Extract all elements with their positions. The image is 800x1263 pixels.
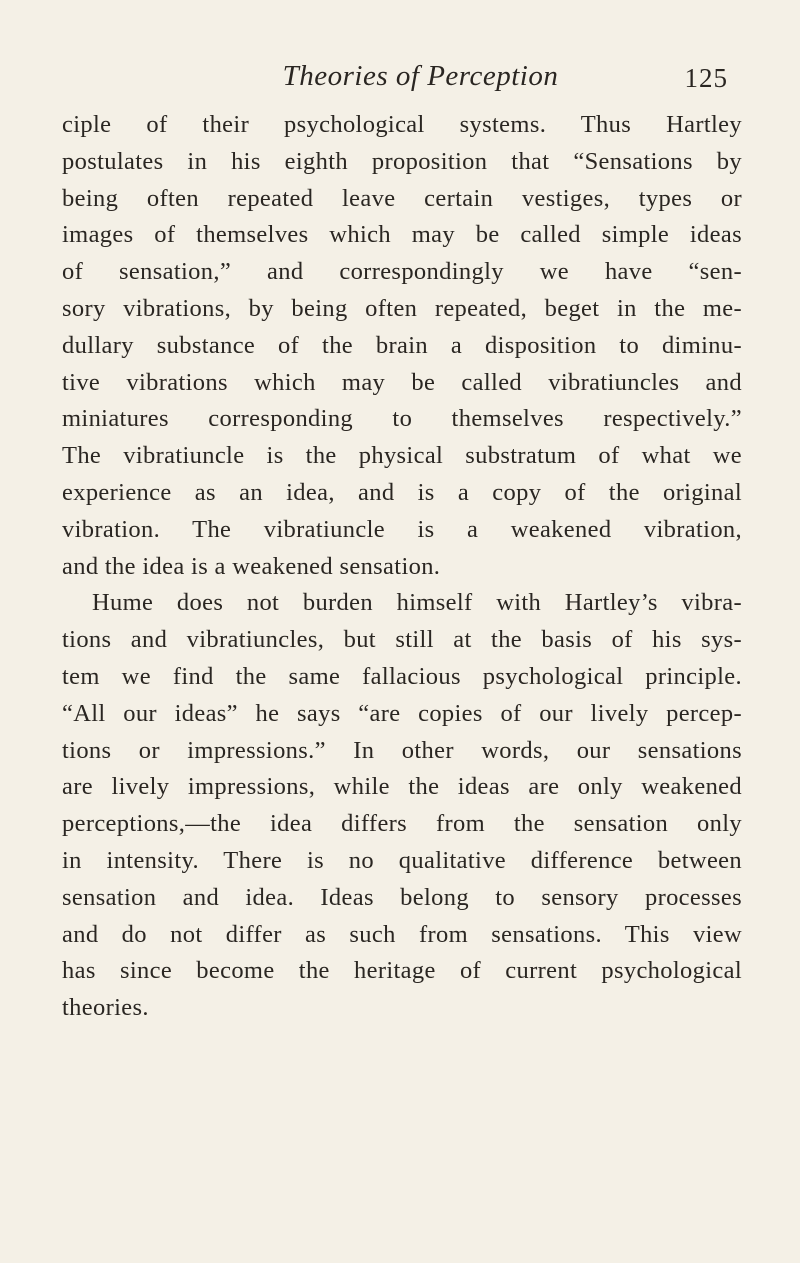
text-line: miniatures corresponding to themselves respectively.”: [62, 405, 742, 433]
text-line: dullary substance of the brain a disposition to diminu-: [62, 331, 742, 359]
paragraph-end-line: and the idea is a weakened sensation.: [62, 552, 441, 580]
text-line: tem we find the same fallacious psychological principle.: [62, 662, 742, 690]
text-line: perceptions,—the idea differs from the sensation only: [62, 810, 742, 838]
text-line: being often repeated leave certain vestiges, types or: [62, 184, 742, 212]
paragraph-end-line: theories.: [62, 994, 149, 1022]
text-line: are lively impressions, while the ideas are only weakened: [62, 773, 742, 801]
page-number: 125: [684, 63, 728, 93]
text-line: images of themselves which may be called simple ideas: [62, 221, 742, 249]
text-line: and do not differ as such from sensations. This view: [62, 920, 742, 948]
text-line: experience as an idea, and is a copy of the original: [62, 478, 742, 506]
text-line: sensation and idea. Ideas belong to sensory processes: [62, 883, 742, 911]
running-title: Theories of Perception: [282, 60, 559, 92]
text-line: of sensation,” and correspondingly we have “sen-: [62, 258, 742, 286]
text-line: has since become the heritage of current psychological: [62, 957, 742, 985]
text-line: The vibratiuncle is the physical substratum of what we: [62, 442, 742, 470]
text-line: sory vibrations, by being often repeated, beget in the me-: [62, 294, 742, 322]
text-line: postulates in his eighth proposition that “Sensations by: [62, 147, 742, 175]
text-line: tive vibrations which may be called vibratiuncles and: [62, 368, 742, 396]
text-line: tions and vibratiuncles, but still at the basis of his sys-: [62, 626, 742, 654]
text-line: ciple of their psychological systems. Thus Hartley: [62, 111, 742, 138]
text-line: “All our ideas” he says “are copies of our lively percep-: [62, 699, 742, 727]
body-text: [62, 107, 742, 1027]
text-line: vibration. The vibratiuncle is a weakened vibration,: [62, 515, 742, 543]
paragraph-start-line: Hume does not burden himself with Hartley’s vibra-: [92, 589, 742, 617]
text-line: tions or impressions.” In other words, our sensations: [62, 736, 742, 764]
running-head: [113, 58, 728, 102]
text-line: in intensity. There is no qualitative difference between: [62, 846, 742, 874]
